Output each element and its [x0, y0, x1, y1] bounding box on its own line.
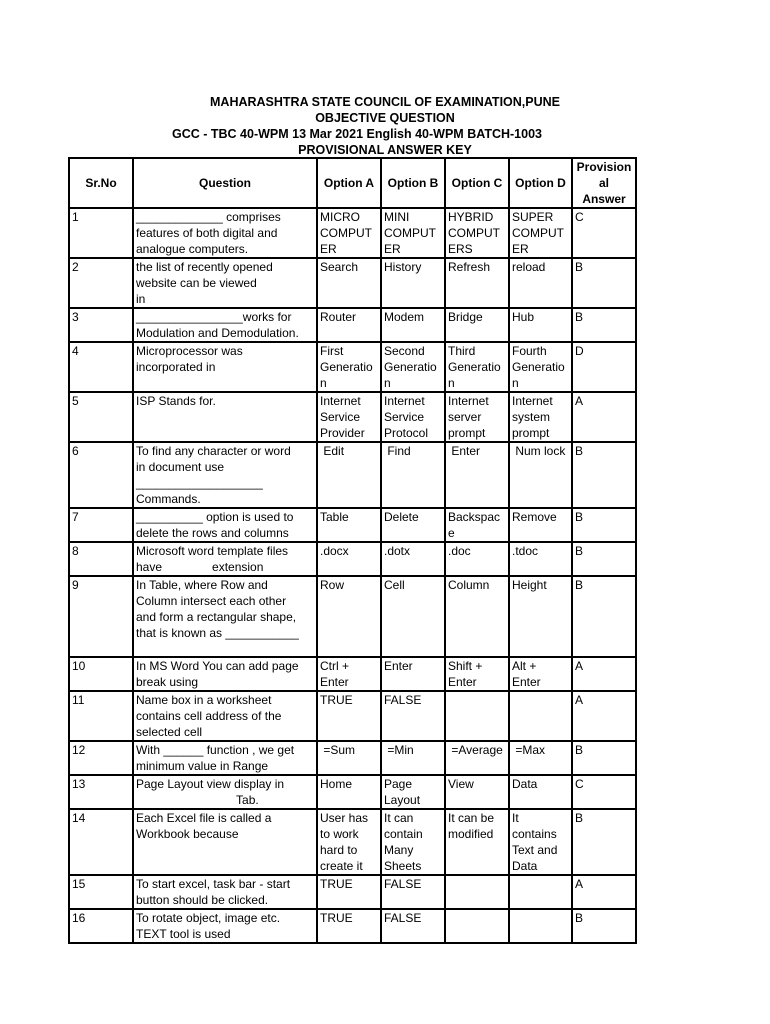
option-b-cell: =Min: [381, 741, 445, 775]
sr-no-cell: 12: [69, 741, 133, 775]
question-cell: In Table, where Row and Column intersect each other and form a rectangular shape, that is known as ___________: [133, 576, 317, 657]
option-b-cell: Delete: [381, 508, 445, 542]
option-a-cell: TRUE: [317, 875, 381, 909]
sr-no-cell: 7: [69, 508, 133, 542]
sr-no-cell: 3: [69, 308, 133, 342]
sr-no-cell: 11: [69, 691, 133, 741]
option-d-cell: .tdoc: [509, 542, 572, 576]
option-a-cell: Router: [317, 308, 381, 342]
option-a-cell: Internet Service Provider: [317, 392, 381, 442]
option-c-cell: Backspac e: [445, 508, 509, 542]
option-d-cell: [509, 875, 572, 909]
question-cell: Each Excel file is called a Workbook because: [133, 809, 317, 875]
header-question: Question: [133, 158, 317, 208]
option-b-cell: Internet Service Protocol: [381, 392, 445, 442]
answer-cell: B: [572, 741, 636, 775]
question-cell: ________________works for Modulation and Demodulation.: [133, 308, 317, 342]
option-a-cell: .docx: [317, 542, 381, 576]
option-d-cell: Hub: [509, 308, 572, 342]
option-b-cell: FALSE: [381, 909, 445, 943]
sr-no-cell: 8: [69, 542, 133, 576]
option-c-cell: Column: [445, 576, 509, 657]
question-cell: In MS Word You can add page break using: [133, 657, 317, 691]
answer-cell: A: [572, 657, 636, 691]
table-row: [69, 508, 636, 542]
option-b-cell: MINI COMPUT ER: [381, 208, 445, 258]
option-b-cell: .dotx: [381, 542, 445, 576]
question-cell: _____________ comprises features of both digital and analogue computers.: [133, 208, 317, 258]
option-d-cell: It contains Text and Data: [509, 809, 572, 875]
option-c-cell: =Average: [445, 741, 509, 775]
table-row: [69, 208, 636, 258]
answer-cell: B: [572, 542, 636, 576]
table-header-row: [69, 158, 636, 208]
option-d-cell: reload: [509, 258, 572, 308]
option-d-cell: Internet system prompt: [509, 392, 572, 442]
answer-cell: A: [572, 691, 636, 741]
sr-no-cell: 10: [69, 657, 133, 691]
option-a-cell: User has to work hard to create it: [317, 809, 381, 875]
question-cell: Name box in a worksheet contains cell address of the selected cell: [133, 691, 317, 741]
option-b-cell: Modem: [381, 308, 445, 342]
header-option-a: Option A: [317, 158, 381, 208]
option-b-cell: Second Generatio n: [381, 342, 445, 392]
header-option-c: Option C: [445, 158, 509, 208]
table-row: [69, 775, 636, 809]
option-d-cell: Height: [509, 576, 572, 657]
option-c-cell: It can be modified: [445, 809, 509, 875]
sr-no-cell: 4: [69, 342, 133, 392]
question-cell: __________ option is used to delete the rows and columns: [133, 508, 317, 542]
answer-key-heading: PROVISIONAL ANSWER KEY: [298, 143, 472, 157]
option-c-cell: Third Generatio n: [445, 342, 509, 392]
question-cell: Page Layout view display in Tab.: [133, 775, 317, 809]
answer-cell: C: [572, 208, 636, 258]
option-b-cell: Page Layout: [381, 775, 445, 809]
option-d-cell: Data: [509, 775, 572, 809]
option-a-cell: Home: [317, 775, 381, 809]
answer-cell: C: [572, 775, 636, 809]
option-b-cell: FALSE: [381, 875, 445, 909]
answer-cell: A: [572, 875, 636, 909]
option-a-cell: TRUE: [317, 909, 381, 943]
option-d-cell: Num lock: [509, 442, 572, 508]
option-a-cell: Edit: [317, 442, 381, 508]
sr-no-cell: 1: [69, 208, 133, 258]
sr-no-cell: 6: [69, 442, 133, 508]
table-row: [69, 576, 636, 657]
table-row: [69, 741, 636, 775]
option-c-cell: Bridge: [445, 308, 509, 342]
question-cell: the list of recently opened website can be viewed in: [133, 258, 317, 308]
option-d-cell: [509, 909, 572, 943]
header-option-d: Option D: [509, 158, 572, 208]
answer-cell: D: [572, 342, 636, 392]
option-b-cell: Cell: [381, 576, 445, 657]
table-row: [69, 442, 636, 508]
question-cell: Microprocessor was incorporated in: [133, 342, 317, 392]
sr-no-cell: 14: [69, 809, 133, 875]
question-cell: To rotate object, image etc. TEXT tool is used: [133, 909, 317, 943]
sr-no-cell: 2: [69, 258, 133, 308]
question-cell: To find any character or word in document use ___________________ Commands.: [133, 442, 317, 508]
answer-cell: B: [572, 258, 636, 308]
sr-no-cell: 15: [69, 875, 133, 909]
option-c-cell: View: [445, 775, 509, 809]
option-d-cell: =Max: [509, 741, 572, 775]
option-a-cell: First Generatio n: [317, 342, 381, 392]
option-b-cell: Enter: [381, 657, 445, 691]
table-row: [69, 258, 636, 308]
document-title: MAHARASHTRA STATE COUNCIL OF EXAMINATION,PUNE: [210, 95, 560, 109]
answer-cell: B: [572, 809, 636, 875]
option-a-cell: TRUE: [317, 691, 381, 741]
option-b-cell: It can contain Many Sheets: [381, 809, 445, 875]
option-d-cell: Fourth Generatio n: [509, 342, 572, 392]
question-cell: ISP Stands for.: [133, 392, 317, 442]
option-d-cell: Remove: [509, 508, 572, 542]
table-row: [69, 909, 636, 943]
table-row: [69, 875, 636, 909]
option-b-cell: History: [381, 258, 445, 308]
option-d-cell: Alt + Enter: [509, 657, 572, 691]
header-option-b: Option B: [381, 158, 445, 208]
question-cell: Microsoft word template files have extension: [133, 542, 317, 576]
sr-no-cell: 5: [69, 392, 133, 442]
document-subtitle: OBJECTIVE QUESTION: [315, 111, 455, 125]
option-a-cell: MICRO COMPUT ER: [317, 208, 381, 258]
table-row: [69, 342, 636, 392]
table-row: [69, 392, 636, 442]
header-provisional-answer: Provision al Answer: [572, 158, 636, 208]
sr-no-cell: 13: [69, 775, 133, 809]
answer-cell: B: [572, 508, 636, 542]
question-cell: With ______ function , we get minimum value in Range: [133, 741, 317, 775]
sr-no-cell: 16: [69, 909, 133, 943]
option-c-cell: [445, 691, 509, 741]
answer-key-table: [68, 157, 637, 944]
table-row: [69, 308, 636, 342]
option-c-cell: Internet server prompt: [445, 392, 509, 442]
table-row: [69, 809, 636, 875]
question-cell: To start excel, task bar - start button should be clicked.: [133, 875, 317, 909]
answer-cell: B: [572, 576, 636, 657]
option-c-cell: [445, 875, 509, 909]
option-a-cell: Table: [317, 508, 381, 542]
answer-cell: A: [572, 392, 636, 442]
option-c-cell: HYBRID COMPUT ERS: [445, 208, 509, 258]
option-d-cell: SUPER COMPUT ER: [509, 208, 572, 258]
answer-cell: B: [572, 909, 636, 943]
option-a-cell: =Sum: [317, 741, 381, 775]
option-c-cell: Refresh: [445, 258, 509, 308]
option-c-cell: .doc: [445, 542, 509, 576]
header-sr-no: Sr.No: [69, 158, 133, 208]
option-b-cell: Find: [381, 442, 445, 508]
option-b-cell: FALSE: [381, 691, 445, 741]
option-a-cell: Row: [317, 576, 381, 657]
option-c-cell: Enter: [445, 442, 509, 508]
answer-cell: B: [572, 308, 636, 342]
option-d-cell: [509, 691, 572, 741]
answer-cell: B: [572, 442, 636, 508]
option-c-cell: [445, 909, 509, 943]
option-c-cell: Shift + Enter: [445, 657, 509, 691]
table-row: [69, 542, 636, 576]
option-a-cell: Search: [317, 258, 381, 308]
table-row: [69, 657, 636, 691]
exam-details: GCC - TBC 40-WPM 13 Mar 2021 English 40-WPM BATCH-1003: [172, 127, 542, 141]
sr-no-cell: 9: [69, 576, 133, 657]
table-row: [69, 691, 636, 741]
option-a-cell: Ctrl + Enter: [317, 657, 381, 691]
